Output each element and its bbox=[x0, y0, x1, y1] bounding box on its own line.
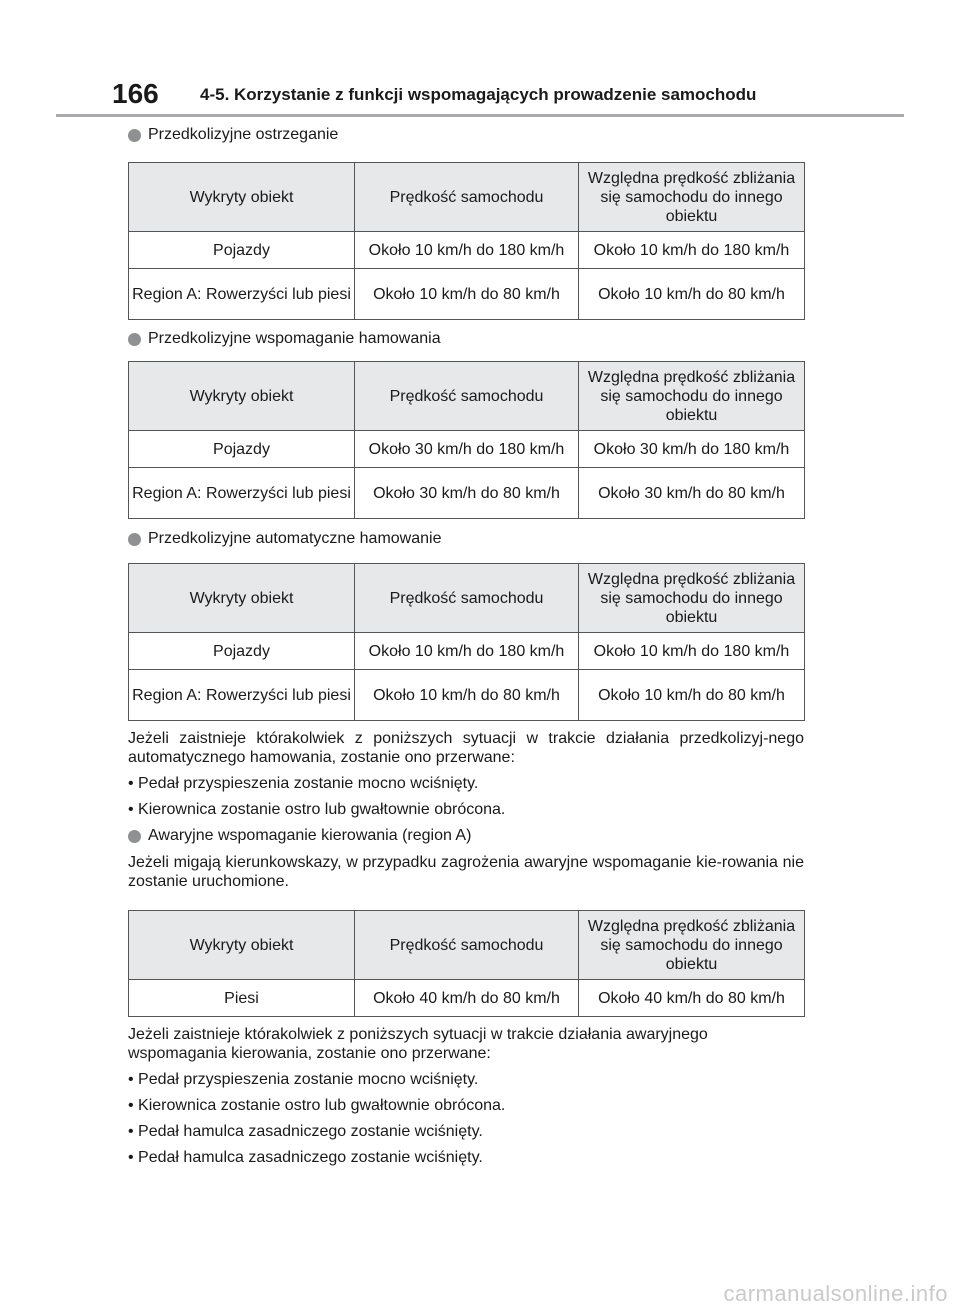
column-header: Względna prędkość zbliżania się samochodu do innego obiektu bbox=[579, 362, 805, 431]
page-header bbox=[112, 78, 912, 114]
table-cell: Piesi bbox=[129, 980, 355, 1017]
table-cell: Około 10 km/h do 80 km/h bbox=[355, 269, 579, 320]
table-cell: Około 10 km/h do 180 km/h bbox=[355, 232, 579, 269]
watermark: carmanualsonline.info bbox=[723, 1281, 948, 1306]
table-cell: Około 10 km/h do 80 km/h bbox=[579, 670, 805, 721]
column-header: Prędkość samochodu bbox=[355, 362, 579, 431]
table-cell: Region A: Rowerzyści lub piesi bbox=[129, 670, 355, 721]
table-cell: Około 30 km/h do 80 km/h bbox=[355, 468, 579, 519]
table-cell: Około 10 km/h do 180 km/h bbox=[355, 633, 579, 670]
column-header: Wykryty obiekt bbox=[129, 163, 355, 232]
section-brake-assist bbox=[128, 330, 441, 348]
bullet-icon bbox=[128, 129, 141, 142]
table-cell: Około 10 km/h do 80 km/h bbox=[579, 269, 805, 320]
paragraph: Jeżeli zaistnieje którakolwiek z poniższych sytuacji w trakcie działania awaryjnego wspomagania kierowania, zostanie ono przerwane: bbox=[128, 1026, 708, 1062]
bullet-icon bbox=[128, 533, 141, 546]
table-row bbox=[129, 980, 805, 1017]
list-item: • Pedał przyspieszenia zostanie mocno wciśnięty. bbox=[128, 1071, 479, 1088]
table-cell: Około 30 km/h do 180 km/h bbox=[579, 431, 805, 468]
table-brake-assist bbox=[128, 361, 805, 519]
paragraph: Jeżeli migają kierunkowskazy, w przypadku zagrożenia awaryjne wspomaganie kie-rowania nie zostanie uruchomione. bbox=[128, 854, 804, 890]
paragraph: Jeżeli zaistnieje którakolwiek z poniższych sytuacji w trakcie działania przedkolizyj-nego automatycznego hamowania, zostanie ono przerwane: bbox=[128, 730, 804, 766]
table-row bbox=[129, 633, 805, 670]
table-row bbox=[129, 431, 805, 468]
table-row bbox=[129, 670, 805, 721]
table-cell: Około 10 km/h do 80 km/h bbox=[355, 670, 579, 721]
list-item: • Pedał hamulca zasadniczego zostanie wciśnięty. bbox=[128, 1149, 483, 1166]
table-cell: Około 10 km/h do 180 km/h bbox=[579, 633, 805, 670]
table-cell: Region A: Rowerzyści lub piesi bbox=[129, 269, 355, 320]
table-emergency-steering bbox=[128, 910, 805, 1017]
column-header: Prędkość samochodu bbox=[355, 564, 579, 633]
bullet-icon bbox=[128, 333, 141, 346]
table-cell: Region A: Rowerzyści lub piesi bbox=[129, 468, 355, 519]
list-item: • Kierownica zostanie ostro lub gwałtownie obrócona. bbox=[128, 1097, 506, 1114]
table-warning bbox=[128, 162, 805, 320]
column-header: Względna prędkość zbliżania się samochodu do innego obiektu bbox=[579, 911, 805, 980]
section-title: Przedkolizyjne wspomaganie hamowania bbox=[148, 330, 441, 347]
table-row bbox=[129, 232, 805, 269]
bullet-icon bbox=[128, 830, 141, 843]
section-warning bbox=[128, 126, 338, 144]
column-header: Prędkość samochodu bbox=[355, 911, 579, 980]
table-cell: Około 40 km/h do 80 km/h bbox=[579, 980, 805, 1017]
section-auto-braking bbox=[128, 530, 441, 548]
list-item: • Pedał przyspieszenia zostanie mocno wciśnięty. bbox=[128, 775, 479, 792]
table-cell: Pojazdy bbox=[129, 232, 355, 269]
column-header: Wykryty obiekt bbox=[129, 911, 355, 980]
section-title: Awaryjne wspomaganie kierowania (region A) bbox=[148, 827, 472, 844]
steer-cancel-block bbox=[128, 1025, 804, 1167]
column-header: Wykryty obiekt bbox=[129, 362, 355, 431]
table-cell: Około 30 km/h do 80 km/h bbox=[579, 468, 805, 519]
table-row bbox=[129, 269, 805, 320]
table-row bbox=[129, 468, 805, 519]
page-number: 166 bbox=[112, 78, 159, 109]
column-header: Wykryty obiekt bbox=[129, 564, 355, 633]
aeb-cancel-block bbox=[128, 729, 804, 819]
table-cell: Około 30 km/h do 180 km/h bbox=[355, 431, 579, 468]
table-auto-braking bbox=[128, 563, 805, 721]
table-cell: Około 10 km/h do 180 km/h bbox=[579, 232, 805, 269]
table-cell: Około 40 km/h do 80 km/h bbox=[355, 980, 579, 1017]
table-cell: Pojazdy bbox=[129, 431, 355, 468]
header-rule bbox=[56, 114, 904, 117]
list-item: • Kierownica zostanie ostro lub gwałtownie obrócona. bbox=[128, 801, 506, 818]
section-title: Przedkolizyjne automatyczne hamowanie bbox=[148, 530, 442, 547]
section-title: Przedkolizyjne ostrzeganie bbox=[148, 126, 339, 143]
column-header: Względna prędkość zbliżania się samochodu do innego obiektu bbox=[579, 564, 805, 633]
column-header: Prędkość samochodu bbox=[355, 163, 579, 232]
column-header: Względna prędkość zbliżania się samochodu do innego obiektu bbox=[579, 163, 805, 232]
list-item: • Pedał hamulca zasadniczego zostanie wciśnięty. bbox=[128, 1123, 483, 1140]
chapter-title: 4-5. Korzystanie z funkcji wspomagających prowadzenie samochodu bbox=[200, 85, 757, 104]
table-cell: Pojazdy bbox=[129, 633, 355, 670]
section-emergency-steering bbox=[128, 827, 471, 845]
